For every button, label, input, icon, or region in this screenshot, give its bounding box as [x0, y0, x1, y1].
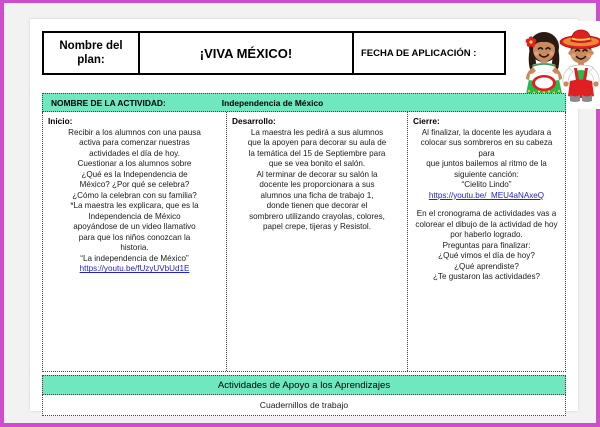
- moment-line: Cuestionar a los alumnos sobre: [77, 159, 192, 169]
- moment-line: colorear el dibujo de la actividad de hoy: [415, 219, 558, 229]
- moment-line: ¿Cómo la celebran con su familia?: [72, 190, 197, 200]
- moment-line: ¿Qué vimos el día de hoy?: [438, 251, 535, 261]
- moment-cierre: [408, 112, 565, 371]
- plan-name-label: Nombre del plan:: [44, 33, 140, 73]
- moment-line: La maestra les pedirá a sus alumnos: [250, 127, 384, 137]
- activity-block: [42, 93, 566, 372]
- video-link-inicio[interactable]: https://youtu.be/fUzyUVbUd1E: [79, 264, 190, 274]
- activity-name-label: NOMBRE DE LA ACTIVIDAD:: [51, 97, 166, 108]
- moment-line: Al terminar de decorar su salón la: [256, 169, 378, 179]
- moment-line: México? ¿Por qué se celebra?: [79, 180, 190, 190]
- moment-inicio-body: [48, 128, 221, 275]
- moment-inicio-heading: Inicio:: [48, 116, 73, 126]
- moment-line: docente les proporcionara a sus: [259, 180, 375, 190]
- moment-line: Independencia de México: [88, 211, 181, 221]
- moment-line: ¿Qué aprendiste?: [454, 261, 519, 271]
- moment-desarrollo-heading: Desarrollo:: [232, 116, 276, 126]
- moment-line: ¿Te gustaron las actividades?: [432, 272, 541, 282]
- moment-cierre-body: [413, 128, 560, 283]
- moment-line: para que los niños conozcan la: [78, 232, 191, 242]
- moment-line: la temática del 15 de Septiembre para: [248, 148, 386, 158]
- moment-line: Al finalizar, la docente les ayudara a: [421, 127, 552, 137]
- moment-line: actividades el día de hoy.: [89, 148, 180, 158]
- video-link-cierre[interactable]: https://youtu.be/_MEU4aNAxeQ: [428, 190, 545, 200]
- spacer: [413, 201, 560, 209]
- moment-line: “La independencia de México”: [80, 253, 189, 263]
- moment-line: Preguntas para finalizar:: [442, 240, 531, 250]
- moment-line: apoyándose de un video llamativo: [73, 222, 196, 232]
- moment-line: alumnos una ficha de trabajo 1,: [260, 190, 374, 200]
- application-date-label: FECHA DE APLICACIÓN :: [361, 47, 477, 59]
- plan-title: ¡VIVA MÉXICO!: [140, 33, 354, 73]
- moment-desarrollo: [227, 112, 408, 371]
- moment-line: colocar sus sombreros en su cabeza para: [420, 138, 553, 158]
- moment-line: que se vea bonito el salón.: [268, 159, 366, 169]
- moment-line: En el cronograma de actividades vas a: [416, 209, 557, 219]
- moment-line: sombrero utilizando crayolas, colores,: [249, 211, 385, 221]
- activity-name-value: Independencia de México: [221, 97, 324, 108]
- support-activities-title: Actividades de Apoyo a los Aprendizajes: [42, 375, 566, 395]
- moment-line: que juntos bailemos al ritmo de la: [426, 159, 547, 169]
- moment-desarrollo-body: [232, 128, 402, 233]
- moment-line: papel crepe, tijeras y Resistol.: [263, 222, 371, 232]
- moment-line: que la apoyen para decorar su aula de: [247, 138, 387, 148]
- plan-header-table: [42, 31, 506, 75]
- document-page: [30, 19, 578, 411]
- moment-line: por haberlo logrado.: [450, 230, 523, 240]
- moment-line: ¿Qué es la Independencia de: [81, 169, 188, 179]
- moment-line: activa para comenzar nuestras: [79, 138, 190, 148]
- support-activities-content: Cuadernillos de trabajo: [42, 395, 566, 416]
- moment-line: *La maestra les explicara, que es la: [70, 201, 199, 211]
- activity-name-bar: [42, 93, 566, 112]
- activity-moments-row: [42, 112, 566, 372]
- support-activities-block: [42, 375, 566, 416]
- moment-inicio: [43, 112, 227, 371]
- moment-cierre-heading: Cierre:: [413, 116, 440, 126]
- moment-line: historia.: [120, 243, 149, 253]
- moment-line: Recibir a los alumnos con una pausa: [68, 127, 201, 137]
- moment-line: “Cielito Lindo”: [461, 180, 512, 190]
- moment-line: siguiente canción:: [454, 169, 519, 179]
- moment-line: donde tienen que decorar el: [266, 201, 368, 211]
